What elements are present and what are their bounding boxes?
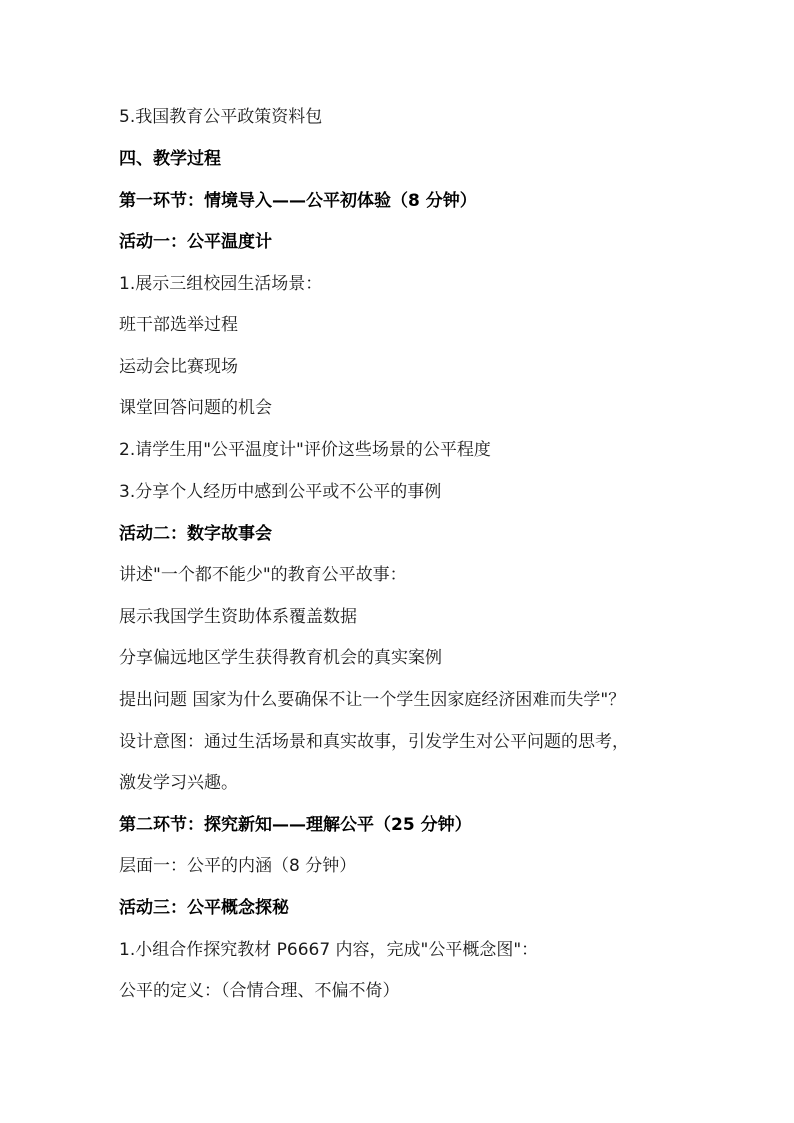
- text-line: 2.请学生用"公平温度计"评价这些场景的公平程度: [119, 440, 491, 460]
- activity-heading: 活动二：数字故事会: [119, 524, 272, 544]
- text-line: 班干部选举过程: [119, 315, 238, 335]
- text-line: 分享偏远地区学生获得教育机会的真实案例: [119, 648, 442, 668]
- activity-heading: 活动一：公平温度计: [119, 232, 272, 252]
- text-line: 讲述"一个都不能少"的教育公平故事：: [119, 565, 407, 585]
- text-line: 5.我国教育公平政策资料包: [119, 107, 323, 127]
- text-line: 运动会比赛现场: [119, 357, 238, 377]
- text-line: 激发学习兴趣。: [119, 773, 238, 793]
- text-line: 公平的定义：（合情合理、不偏不倚）: [119, 981, 400, 1001]
- stage-heading: 第一环节：情境导入——公平初体验（8 分钟）: [119, 191, 477, 211]
- text-line: 3.分享个人经历中感到公平或不公平的事例: [119, 482, 442, 502]
- text-line: 层面一：公平的内涵（8 分钟）: [119, 856, 357, 876]
- text-line: 课堂回答问题的机会: [119, 398, 272, 418]
- text-line: 展示我国学生资助体系覆盖数据: [119, 607, 357, 627]
- stage-heading: 第二环节：探究新知——理解公平（25 分钟）: [119, 815, 472, 835]
- text-line: 提出问题 国家为什么要确保不让一个学生因家庭经济困难而失学"？: [119, 690, 626, 710]
- text-line: 设计意图：通过生活场景和真实故事，引发学生对公平问题的思考，: [119, 732, 629, 752]
- text-line: 1.展示三组校园生活场景：: [119, 274, 323, 294]
- section-heading: 四、教学过程: [119, 149, 221, 169]
- activity-heading: 活动三：公平概念探秘: [119, 898, 289, 918]
- text-line: 1.小组合作探究教材 P6667 内容，完成"公平概念图"：: [119, 940, 539, 960]
